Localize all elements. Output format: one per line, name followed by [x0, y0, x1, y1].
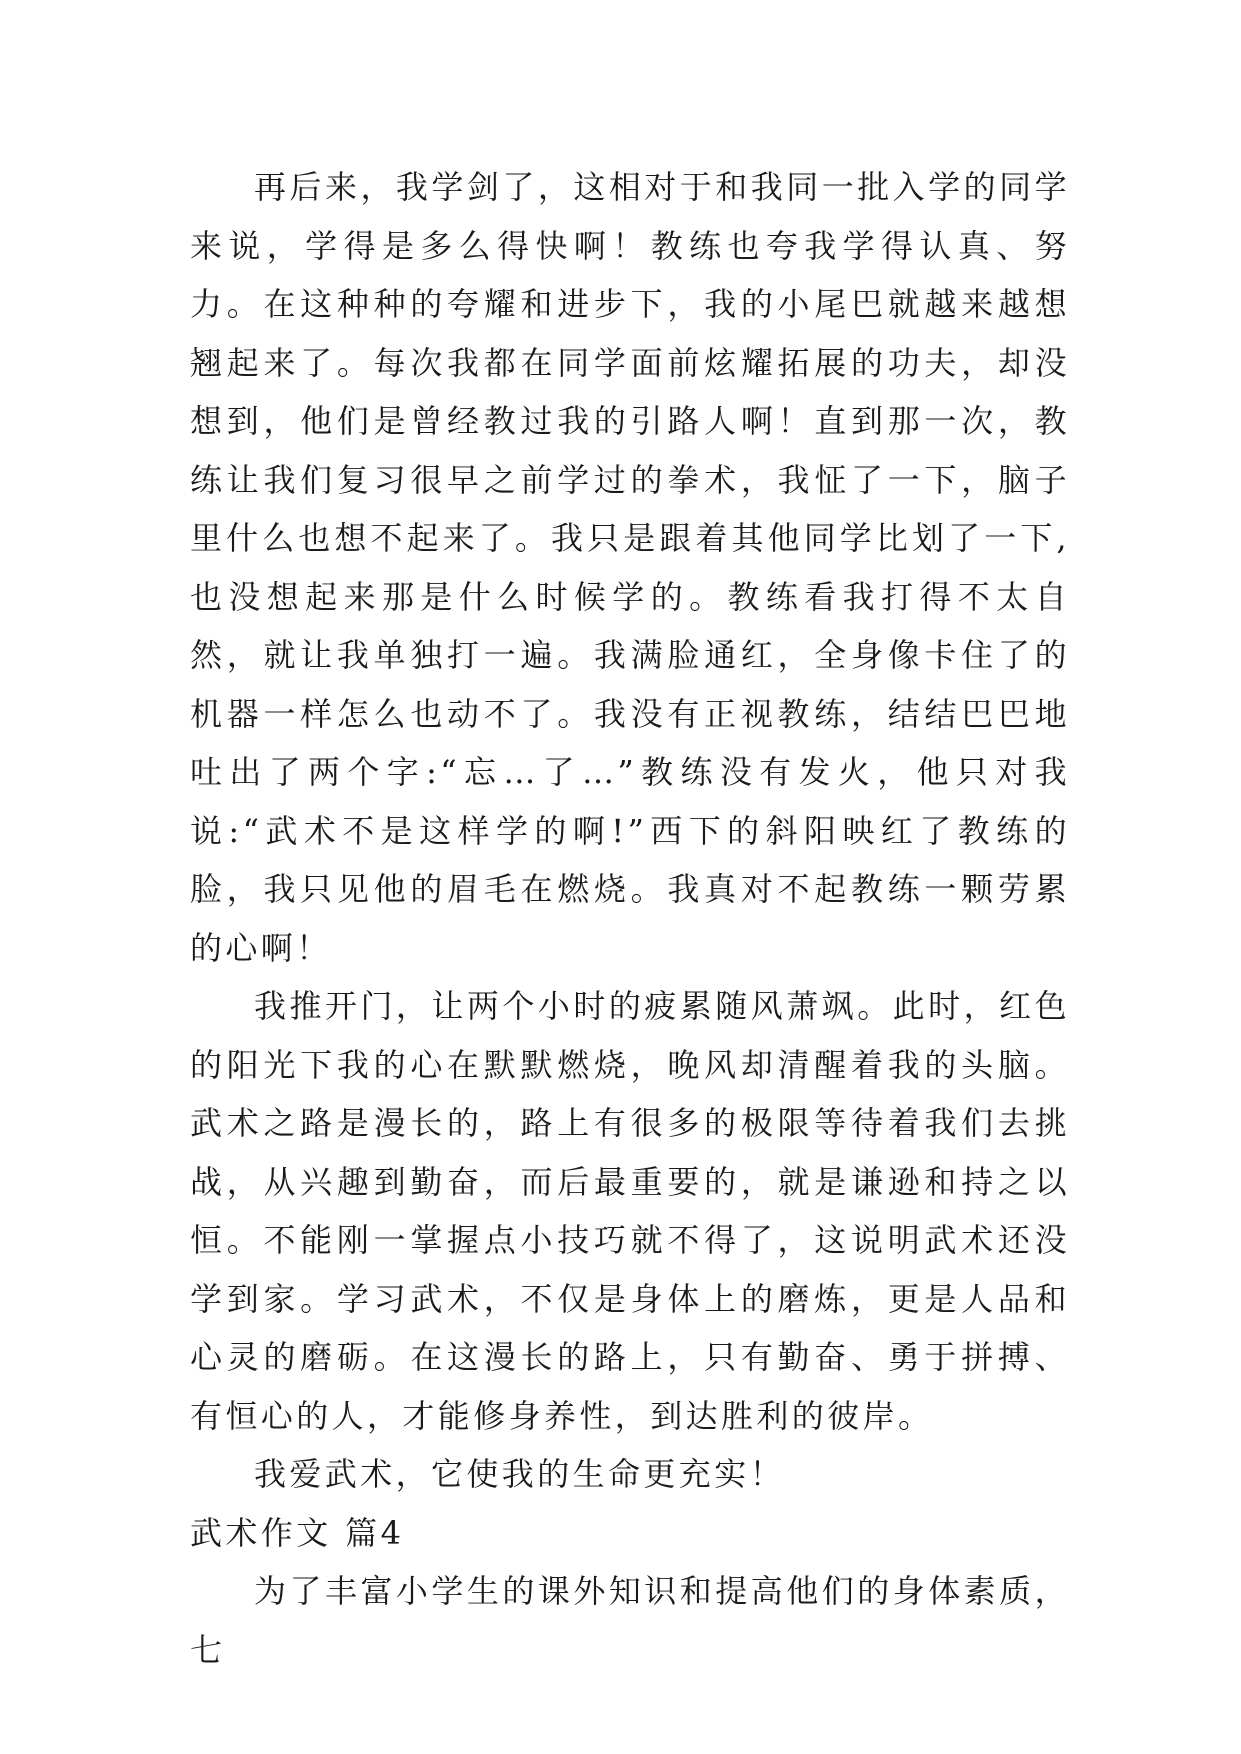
paragraph-pushing-door: 我推开门，让两个小时的疲累随风萧飒。此时，红色的阳光下我的心在默默燃烧，晚风却清醒着我的头脑。武术之路是漫长的，路上有很多的极限等待着我们去挑战，从兴趣到勤奋，而后最重要的，就是谦逊和持之以恒。不能刚一掌握点小技巧就不得了，这说明武术还没学到家。学习武术，不仅是身体上的磨炼，更是人品和心灵的磨砺。在这漫长的路上，只有勤奋、勇于拼搏、有恒心的人，才能修身养性，到达胜利的彼岸。 [190, 987, 1070, 1435]
paragraph-learning-sword: 再后来，我学剑了，这相对于和我同一批入学的同学来说，学得是多么得快啊！教练也夸我学得认真、努力。在这种种的夸耀和进步下，我的小尾巴就越来越想翘起来了。每次我都在同学面前炫耀拓展的功夫，却没想到，他们是曾经教过我的引路人啊！直到那一次，教练让我们复习很早之前学过的拳术，我怔了一下，脑子里什么也想不起来了。我只是跟着其他同学比划了一下,也没想起来那是什么时候学的。教练看我打得不太自然，就让我单独打一遍。我满脸通红，全身像卡住了的机器一样怎么也动不了。我没有正视教练，结结巴巴地吐出了两个字:“忘…了…”教练没有发火，他只对我说:“武术不是这样学的啊!”西下的斜阳映红了教练的脸，我只见他的眉毛在燃烧。我真对不起教练一颗劳累的心啊！ [190, 168, 1070, 967]
paragraph-next-essay: 为了丰富小学生的课外知识和提高他们的身体素质，七 [190, 1572, 1070, 1669]
document-body [190, 158, 1070, 1679]
section-heading: 武术作文 篇4 [190, 1513, 405, 1552]
paragraph-love-wushu: 我爱武术，它使我的生命更充实！ [254, 1455, 786, 1493]
